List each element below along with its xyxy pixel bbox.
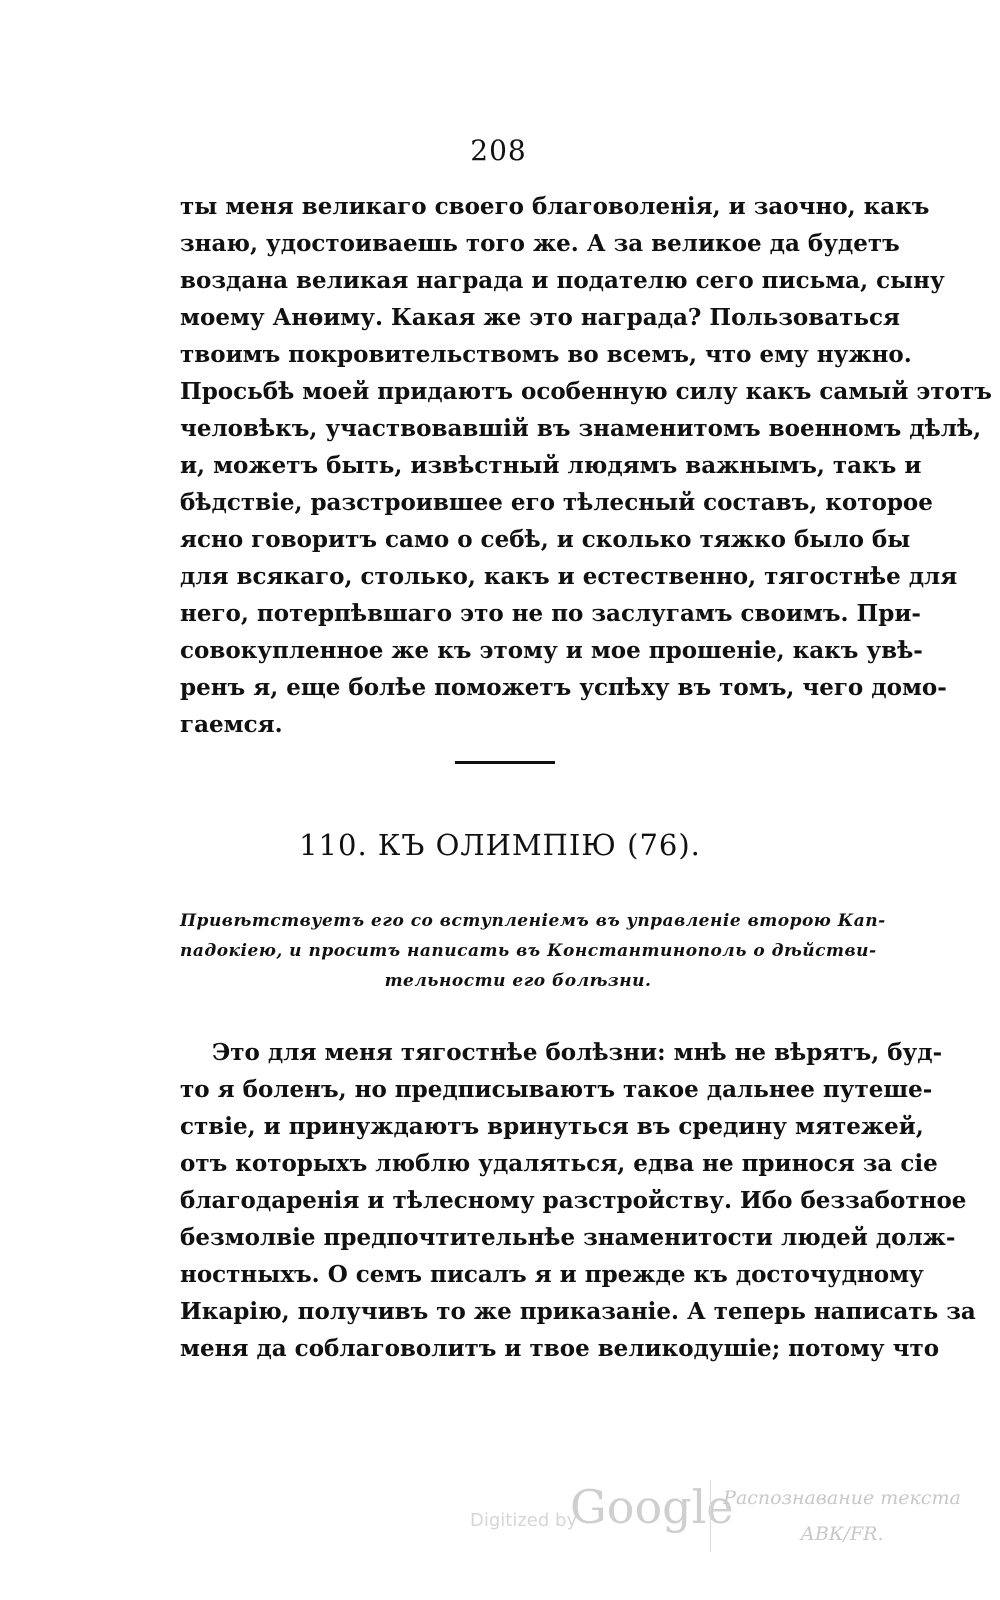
- text-line: безмолвіе предпочтительнѣе знаменитости людей долж-: [180, 1224, 956, 1251]
- google-watermark: Google: [570, 1480, 734, 1534]
- text-line: то я боленъ, но предписываютъ такое дальнее путеше-: [180, 1076, 933, 1103]
- text-line: моему Анѳиму. Какая же это награда? Пользоваться: [180, 304, 900, 331]
- summary-line: падокіею, и проситъ написать въ Константинополь о дѣйстви-: [180, 941, 877, 961]
- text-line: гаемся.: [180, 711, 283, 738]
- text-line: ясно говоритъ само о себѣ, и сколько тяжко было бы: [180, 526, 911, 553]
- top-text-block: [180, 188, 992, 743]
- text-line: меня да соблаговолитъ и твое великодушіе; потому что: [180, 1335, 940, 1362]
- letter-body: [180, 1034, 976, 1367]
- section-divider: [455, 761, 555, 764]
- text-line: для всякаго, столько, какъ и естественно, тягостнѣе для: [180, 563, 958, 590]
- text-line: благодаренія и тѣлесному разстройству. Ибо беззаботное: [180, 1187, 967, 1214]
- text-line: ствіе, и принуждаютъ вринуться въ средину мятежей,: [180, 1113, 924, 1140]
- text-line: Икарію, получивъ то же приказаніе. А теперь написать за: [180, 1298, 976, 1325]
- letter-heading: 110. КЪ ОЛИМПІЮ (76).: [299, 828, 701, 862]
- text-line: Просьбѣ моей придаютъ особенную силу какъ самый этотъ: [180, 378, 992, 405]
- text-line: ты меня великаго своего благоволенія, и заочно, какъ: [180, 193, 930, 220]
- text-line: ренъ я, еще болѣе поможетъ успѣху въ томъ, чего домо-: [180, 674, 947, 701]
- digitized-by-label: Digitized by: [470, 1510, 578, 1531]
- text-line: знаю, удостоиваешь того же. А за великое да будетъ: [180, 230, 900, 257]
- text-line: Это для меня тягостнѣе болѣзни: мнѣ не вѣрятъ, буд-: [212, 1039, 943, 1066]
- text-line: воздана великая награда и подателю сего письма, сыну: [180, 267, 945, 294]
- text-line: бѣдствіе, разстроившее его тѣлесный составъ, которое: [180, 489, 933, 516]
- summary-line: Привѣтствуетъ его со вступленіемъ въ управленіе второю Кап-: [180, 911, 886, 931]
- text-line: ностныхъ. О семъ писалъ я и прежде къ досточудному: [180, 1261, 924, 1288]
- text-line: и, можетъ быть, извѣстный людямъ важнымъ, такъ и: [180, 452, 922, 479]
- text-line: человѣкъ, участвовавшій въ знаменитомъ военномъ дѣлѣ,: [180, 415, 982, 442]
- summary-line: тельности его болѣзни.: [384, 971, 652, 991]
- text-line: него, потерпѣвшаго это не по заслугамъ своимъ. При-: [180, 600, 921, 627]
- text-line: совокупленное же къ этому и мое прошеніе, какъ увѣ-: [180, 637, 923, 664]
- text-line: твоимъ покровительствомъ во всемъ, что ему нужно.: [180, 341, 912, 368]
- ocr-stamp-line: Распознавание текста: [723, 1487, 961, 1509]
- ocr-stamp-line: АВК/FR.: [800, 1523, 884, 1545]
- ocr-stamp: [710, 1480, 967, 1552]
- digitization-footer: [470, 1480, 970, 1560]
- text-line: отъ которыхъ люблю удаляться, едва не принося за сіе: [180, 1150, 938, 1177]
- letter-summary: [180, 906, 886, 996]
- page-number: 208: [470, 134, 527, 167]
